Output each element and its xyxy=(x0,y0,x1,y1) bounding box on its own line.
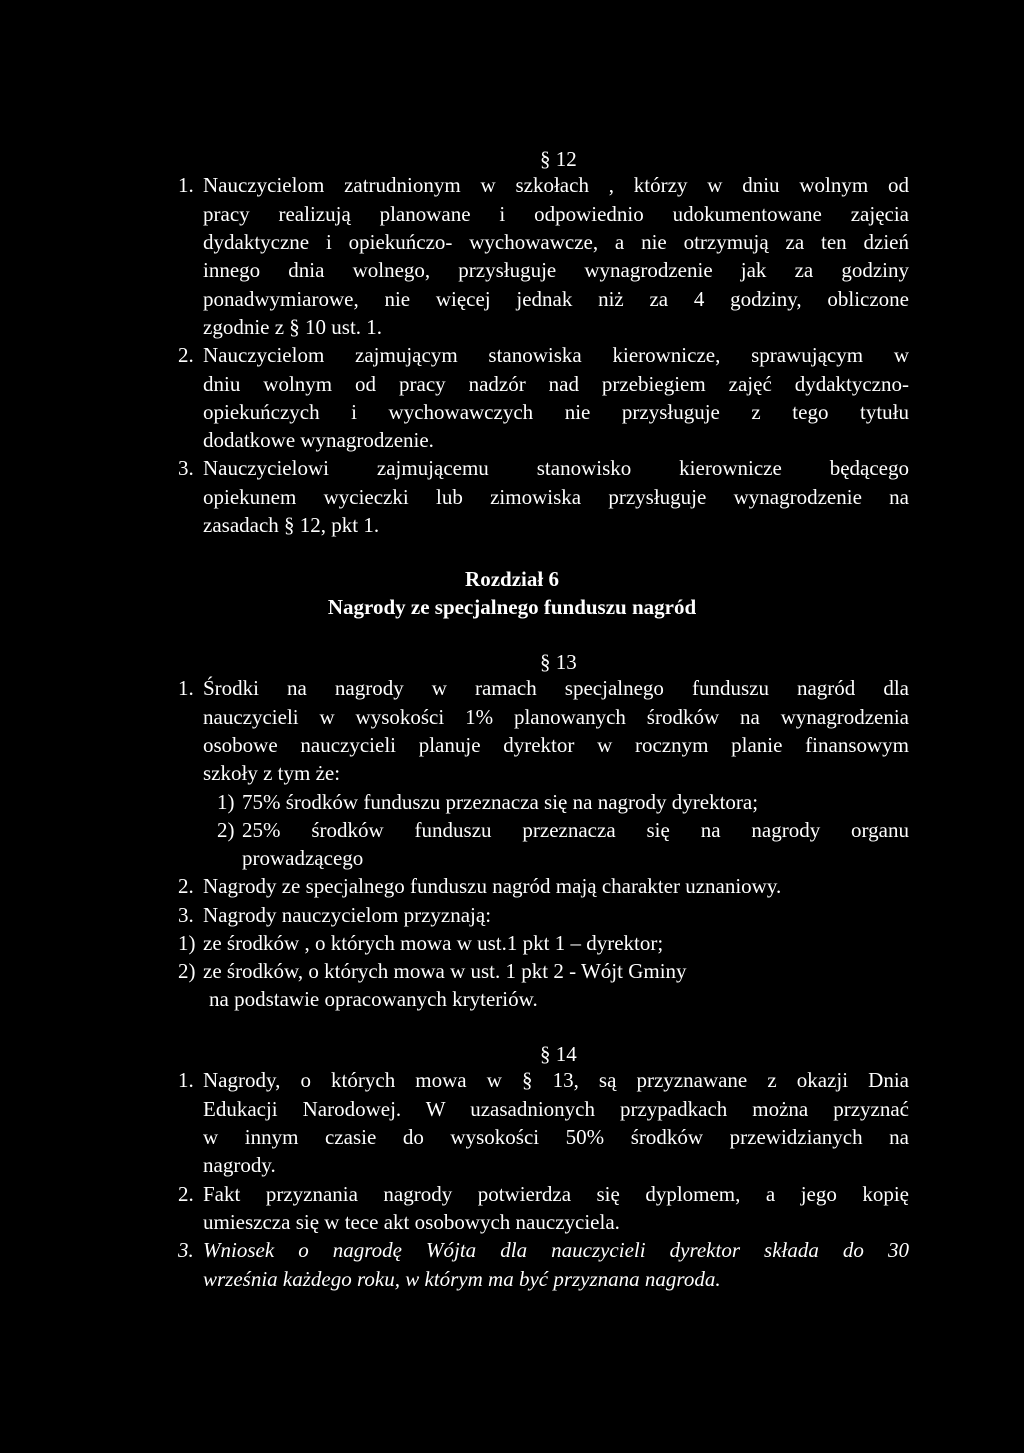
s12-item-2-line: opiekuńczych i wychowawczych nie przysługuje z tego tytułu xyxy=(203,400,909,424)
s12-item-1-line: zgodnie z § 10 ust. 1. xyxy=(203,315,383,339)
s13-item-3-sub-2-text: ze środków, o których mowa w ust. 1 pkt 2 - Wójt Gminy xyxy=(203,959,687,983)
section-14-heading: § 14 xyxy=(540,1042,577,1066)
s14-item-1-number: 1. xyxy=(178,1068,194,1092)
s13-item-1-sub-2-text: prowadzącego xyxy=(242,846,364,870)
s13-item-1-line: osobowe nauczycieli planuje dyrektor w rocznym planie finansowym xyxy=(203,733,909,757)
s12-item-3-line: opiekunem wycieczki lub zimowiska przysługuje wynagrodzenie na xyxy=(203,485,909,509)
s12-item-2-line: dniu wolnym od pracy nadzór nad przebiegiem zajęć dydaktyczno- xyxy=(203,372,909,396)
s12-item-3-line: zasadach § 12, pkt 1. xyxy=(203,513,380,537)
s14-item-2-line: umieszcza się w tece akt osobowych nauczyciela. xyxy=(203,1210,620,1234)
s13-item-1-sub-1-text: 75% środków funduszu przeznacza się na nagrody dyrektora; xyxy=(242,790,759,814)
s12-item-3-number: 3. xyxy=(178,456,194,480)
s13-item-1-number: 1. xyxy=(178,676,194,700)
s14-item-2-number: 2. xyxy=(178,1182,194,1206)
s14-item-1-line: w innym czasie do wysokości 50% środków przewidzianych na xyxy=(203,1125,909,1149)
chapter-subtitle: Nagrody ze specjalnego funduszu nagród xyxy=(327,595,697,619)
s13-item-1-line: Środki na nagrody w ramach specjalnego funduszu nagród dla xyxy=(203,676,909,700)
s13-item-3-sub-2-number: 2) xyxy=(178,959,196,983)
s12-item-2-line: dodatkowe wynagrodzenie. xyxy=(203,428,434,452)
s12-item-1-line: innego dnia wolnego, przysługuje wynagrodzenie jak za godziny xyxy=(203,258,909,282)
s13-item-3-sub-1-text: ze środków , o których mowa w ust.1 pkt 1 – dyrektor; xyxy=(203,931,664,955)
section-13-heading: § 13 xyxy=(540,650,577,674)
s14-item-3-number: 3. xyxy=(178,1238,194,1262)
s12-item-1-line: ponadwymiarowe, nie więcej jednak niż za 4 godziny, obliczone xyxy=(203,287,909,311)
s13-item-1-sub-1-number: 1) xyxy=(217,790,235,814)
section-12-heading: § 12 xyxy=(540,147,577,171)
s13-item-1-line: szkoły z tym że: xyxy=(203,761,341,785)
s13-item-1-sub-2-number: 2) xyxy=(217,818,235,842)
s12-item-1-number: 1. xyxy=(178,173,194,197)
s13-item-2-text: Nagrody ze specjalnego funduszu nagród mają charakter uznaniowy. xyxy=(203,874,782,898)
s12-item-2-number: 2. xyxy=(178,343,194,367)
s13-item-2-number: 2. xyxy=(178,874,194,898)
s13-item-3-number: 3. xyxy=(178,903,194,927)
s13-item-1-line: nauczycieli w wysokości 1% planowanych środków na wynagrodzenia xyxy=(203,705,909,729)
s13-item-3-sub-1-number: 1) xyxy=(178,931,196,955)
s14-item-1-line: Nagrody, o których mowa w § 13, są przyznawane z okazji Dnia xyxy=(203,1068,909,1092)
s12-item-1-line: pracy realizują planowane i odpowiednio udokumentowane zajęcia xyxy=(203,202,909,226)
s14-item-1-line: Edukacji Narodowej. W uzasadnionych przypadkach można przyznać xyxy=(203,1097,909,1121)
s13-item-3-text: Nagrody nauczycielom przyznają: xyxy=(203,903,492,927)
s13-item-1-sub-2-text: 25% środków funduszu przeznacza się na nagrody organu xyxy=(242,818,909,842)
s12-item-1-line: Nauczycielom zatrudnionym w szkołach , którzy w dniu wolnym od xyxy=(203,173,909,197)
s12-item-3-line: Nauczycielowi zajmującemu stanowisko kierownicze będącego xyxy=(203,456,909,480)
s14-item-3-line: Wniosek o nagrodę Wójta dla nauczycieli dyrektor składa do 30 xyxy=(203,1238,909,1262)
s14-item-2-line: Fakt przyznania nagrody potwierdza się dyplomem, a jego kopię xyxy=(203,1182,909,1206)
s12-item-2-line: Nauczycielom zajmującym stanowiska kierownicze, sprawującym w xyxy=(203,343,909,367)
s14-item-1-line: nagrody. xyxy=(203,1153,276,1177)
s12-item-1-line: dydaktyczne i opiekuńczo- wychowawcze, a nie otrzymują za ten dzień xyxy=(203,230,909,254)
chapter-title: Rozdział 6 xyxy=(465,567,559,591)
s14-item-3-line: września każdego roku, w którym ma być przyznana nagroda. xyxy=(203,1267,721,1291)
s13-item-3-sub-2-text: na podstawie opracowanych kryteriów. xyxy=(209,987,538,1011)
